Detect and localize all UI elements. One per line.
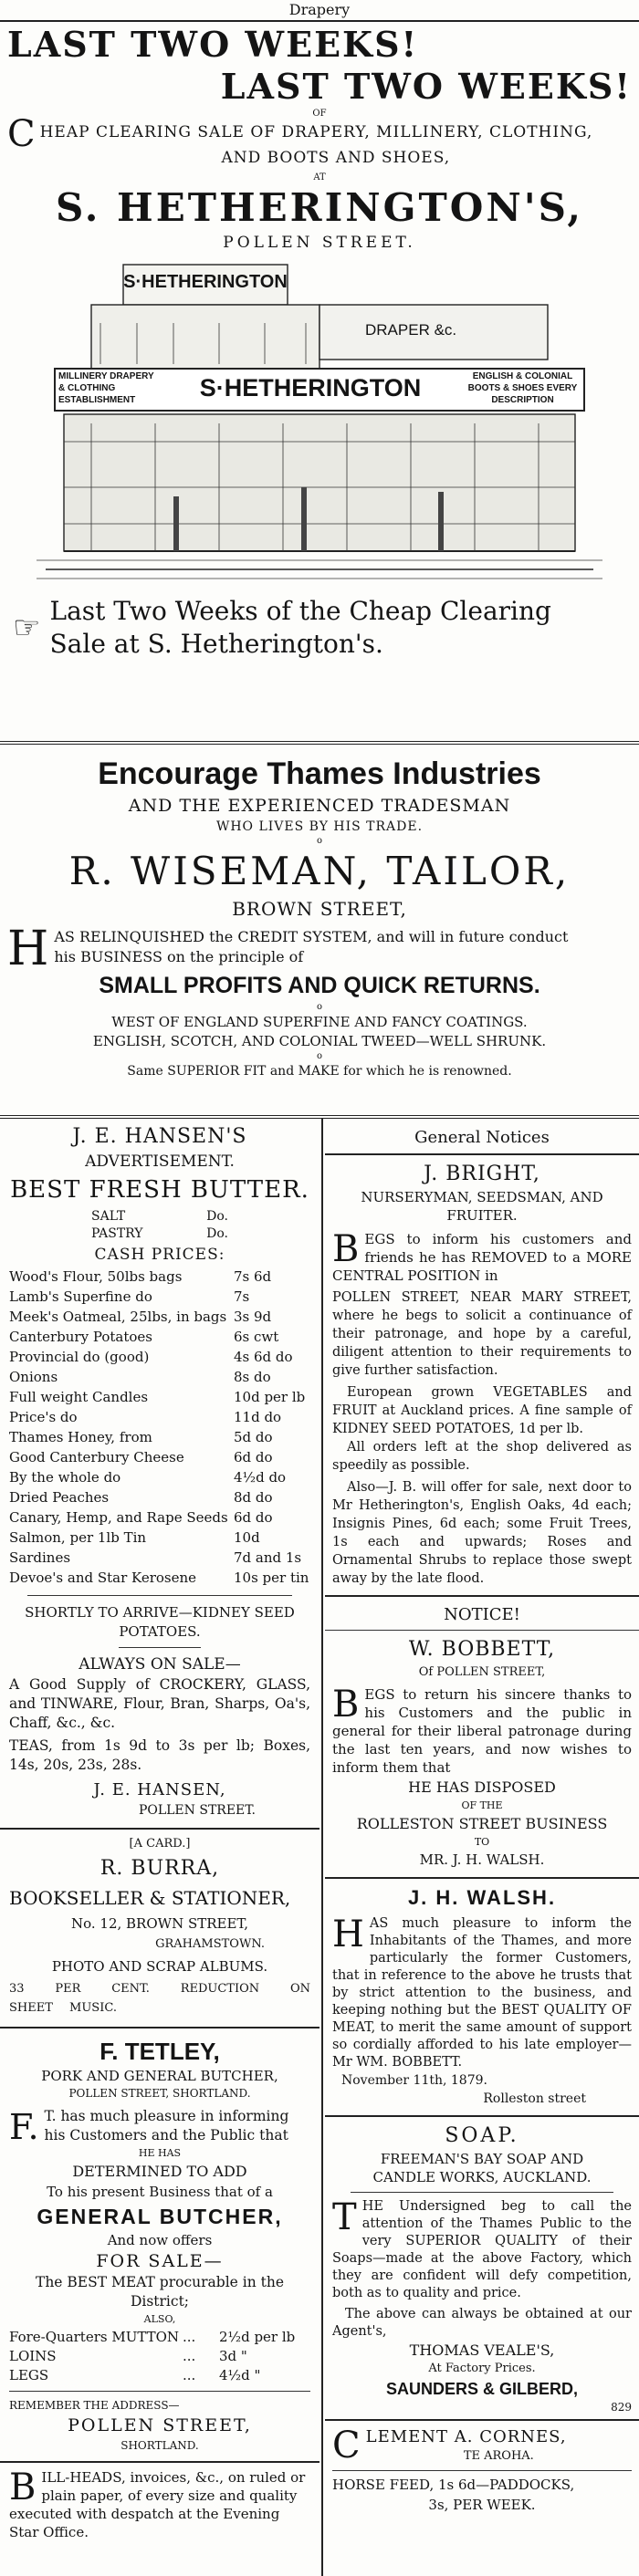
walsh-body xyxy=(332,1915,632,2071)
wiseman-street: BROWN STREET, xyxy=(232,898,407,920)
price-item: Sardines xyxy=(9,1549,71,1566)
bobbett-intro xyxy=(332,1685,632,1777)
pointing-hand-icon: ☞ xyxy=(13,610,41,646)
soap-firm: SAUNDERS & GILBERD, xyxy=(385,2380,578,2398)
pastry-label: PASTRY xyxy=(91,1226,143,1241)
wiseman-same: Same SUPERIOR FIT and MAKE for which he is renowned. xyxy=(127,1064,512,1079)
price-value: 8s do xyxy=(234,1369,271,1385)
price-item: By the whole do xyxy=(9,1469,121,1486)
ornament-3: o xyxy=(316,1051,323,1061)
price-item: Good Canterbury Cheese xyxy=(9,1449,184,1465)
he-has-disposed: HE HAS DISPOSED xyxy=(408,1778,556,1796)
walsh-street: Rolleston street xyxy=(483,2091,586,2106)
burra-reduction: 33 PER CENT. REDUCTION ON SHEET MUSIC. xyxy=(9,1982,310,2015)
cornes-horse: HORSE FEED, 1s 6d—PADDOCKS, xyxy=(332,2477,575,2493)
rolleston-business: ROLLESTON STREET BUSINESS xyxy=(356,1815,608,1832)
soap-title: SOAP. xyxy=(445,2124,519,2147)
tetley-trade: PORK AND GENERAL BUTCHER, xyxy=(41,2068,278,2084)
section-header xyxy=(0,0,639,22)
cornes-name: LEMENT A. CORNES, xyxy=(365,2427,567,2446)
wiseman-subhead-2: WHO LIVES BY HIS TRADE. xyxy=(215,819,424,834)
burra-name: R. BURRA, xyxy=(100,1857,220,1880)
meat-row xyxy=(9,2366,310,2385)
bright-trade: NURSERYMAN, SEEDSMAN, AND FRUITER. xyxy=(361,1189,603,1224)
storefront-engraving xyxy=(37,259,602,588)
tail-line-2: Sale at S. Hetherington's. xyxy=(49,629,383,659)
best-meat: The BEST MEAT procurable in the District; xyxy=(35,2274,284,2310)
hansen-name: J. E. HANSEN'S xyxy=(72,1125,247,1148)
sign-draper: DRAPER &c. xyxy=(365,321,457,339)
soap-factory-prices: At Factory Prices. xyxy=(428,2362,536,2375)
bright-advertisement xyxy=(332,1161,632,1588)
section-title: Drapery xyxy=(288,1,351,18)
price-item: Price's do xyxy=(9,1409,78,1425)
drop-cap-b-2: B xyxy=(332,1684,360,1726)
tail-line xyxy=(7,595,632,661)
mr-walsh: MR. J. H. WALSH. xyxy=(419,1851,545,1868)
burra-town: GRAHAMSTOWN. xyxy=(155,1937,265,1951)
determined: DETERMINED TO ADD xyxy=(72,2163,247,2180)
soap-body xyxy=(332,2198,632,2302)
price-item: Meek's Oatmeal, 25lbs, in bags xyxy=(9,1309,227,1325)
price-value: 11d do xyxy=(234,1409,282,1425)
meat-row xyxy=(9,2347,310,2366)
sign-top: S·HETHERINGTON xyxy=(123,272,288,292)
drop-cap-t: T xyxy=(332,2196,357,2238)
price-value: 4s 6d do xyxy=(234,1349,293,1365)
boots-line: AND BOOTS AND SHOES, xyxy=(221,149,451,167)
price-value: 6d do xyxy=(234,1509,273,1526)
hansen-sign-street: POLLEN STREET. xyxy=(138,1803,256,1818)
bright-p1: EGS to inform his customers and friends he has REMOVED to a MORE CENTRAL POSITION in xyxy=(332,1231,632,1284)
cornes-town: TE AROHA. xyxy=(463,2449,534,2463)
of-label: OF xyxy=(312,109,327,119)
price-item: Provincial do (good) xyxy=(9,1349,150,1365)
hansen-advertisement xyxy=(9,1122,310,1819)
wiseman-name: R. WISEMAN, TAILOR, xyxy=(68,849,571,893)
meat-list xyxy=(9,2328,310,2385)
tetley-intro-text: T. has much pleasure in informing his Customers and the Public that xyxy=(44,2108,289,2143)
tetley-advertisement xyxy=(9,2036,310,2454)
burra-albums: PHOTO AND SCRAP ALBUMS. xyxy=(51,1958,268,1975)
price-value: 7s 6d xyxy=(234,1268,272,1285)
price-item: Wood's Flour, 50lbs bags xyxy=(9,1268,183,1285)
bobbett-advertisement xyxy=(332,1602,632,1870)
billheads-advertisement xyxy=(9,2468,310,2541)
also-label: ALSO, xyxy=(143,2313,176,2325)
salt-label: SALT xyxy=(91,1209,126,1224)
price-item: Salmon, per 1lb Tin xyxy=(9,1529,147,1546)
walsh-date: November 11th, 1879. xyxy=(341,2073,487,2088)
tetley-street: POLLEN STREET, SHORTLAND. xyxy=(68,2087,251,2100)
drop-cap-c: C xyxy=(7,113,37,155)
meat-cell: 3d " xyxy=(219,2348,247,2364)
price-item: Onions xyxy=(9,1369,58,1385)
soap-works-2: CANDLE WORKS, AUCKLAND. xyxy=(372,2169,592,2185)
soap-p2: The above can always be obtained at our Agent's, xyxy=(332,2307,632,2339)
tetley-intro xyxy=(9,2107,310,2145)
hetherington-name: S. HETHERINGTON'S, xyxy=(55,185,584,230)
now-offers: And now offers xyxy=(107,2232,213,2248)
price-value: 10d per lb xyxy=(234,1389,306,1405)
bobbett-p1: EGS to return his sincere thanks to his Customers and the public in general for their liberal patronage during the last ten years, and now wishes to inform them that xyxy=(332,1686,632,1776)
walsh-advertisement xyxy=(332,1884,632,2108)
meat-cell: Fore-Quarters MUTTON xyxy=(9,2329,180,2345)
meat-row xyxy=(9,2328,310,2347)
he-has: HE HAS xyxy=(138,2147,182,2159)
wiseman-advertisement xyxy=(0,748,639,1113)
price-item: Dried Peaches xyxy=(9,1489,110,1506)
tetley-address: POLLEN STREET, xyxy=(68,2415,252,2435)
hansen-adv: ADVERTISEMENT. xyxy=(85,1152,235,1171)
sign-main: S·HETHERINGTON xyxy=(199,374,422,402)
column-divider xyxy=(321,1119,323,2576)
meat-cell: LOINS xyxy=(9,2348,57,2364)
ornament: o xyxy=(316,836,323,846)
butter-types xyxy=(9,1208,310,1243)
left-column xyxy=(0,1119,320,2576)
wiseman-subhead: AND THE EXPERIENCED TRADESMAN xyxy=(128,796,511,816)
price-value: 6d do xyxy=(234,1449,273,1465)
hansen-signature: J. E. HANSEN, xyxy=(93,1780,226,1799)
burra-card: [A CARD.] xyxy=(129,1837,191,1851)
bright-p4: All orders left at the shop delivered as speedily as possible. xyxy=(332,1440,632,1473)
wiseman-body xyxy=(7,922,632,976)
meat-cell: ... xyxy=(183,2348,196,2364)
drop-cap-b: B xyxy=(332,1228,360,1270)
present-business: To his present Business that of a xyxy=(47,2184,273,2200)
bright-intro xyxy=(332,1230,632,1285)
bright-p2: POLLEN STREET, NEAR MARY STREET, where he begs to solicit a continuance of their patronage, and hope by a careful, diligent attention to their requirements to give further satisfaction. xyxy=(332,1290,632,1378)
bright-p5: Also—J. B. will offer for sale, next door to Mr Hetherington's, English Oaks, 4d each; Insignis Pines, 6d each; some Fruit Trees, 1s each and upwards; Roses and Ornamental Shrubs to replace those swept away by the late flood. xyxy=(332,1480,632,1586)
cheap-text: HEAP CLEARING SALE OF DRAPERY, MILLINERY, CLOTHING, xyxy=(39,123,593,141)
always-on-sale: ALWAYS ON SALE— xyxy=(79,1655,241,1674)
sign-left: MILLINERY DRAPERY & CLOTHING ESTABLISHMENT xyxy=(58,371,154,405)
bobbett-of: Of POLLEN STREET, xyxy=(418,1665,546,1679)
wiseman-fabric-2: ENGLISH, SCOTCH, AND COLONIAL TWEED—WELL SHRUNK. xyxy=(92,1033,547,1049)
drop-cap-f: F. xyxy=(9,2107,39,2147)
general-notices-title: General Notices xyxy=(414,1128,550,1147)
walsh-p1: AS much pleasure to inform the Inhabitants of the Thames, and more particularly the former Customers, that in reference to the above he trusts that by strict attention to the business, and keeping nothing but the BEST QUALITY OF MEAT, to merit the same amount of support so cordially afforded to his late employer—Mr WM. BOBBETT. xyxy=(332,1916,632,2070)
cornes-advertisement xyxy=(332,2426,632,2515)
wiseman-slogan: SMALL PROFITS AND QUICK RETURNS. xyxy=(99,973,540,998)
price-value: 7d and 1s xyxy=(234,1549,302,1566)
price-list xyxy=(9,1267,310,1588)
price-item: Full weight Candles xyxy=(9,1389,149,1405)
ditto-2: Do. xyxy=(206,1226,228,1241)
hetherington-street: POLLEN STREET. xyxy=(223,234,416,252)
headline-line-2: LAST TWO WEEKS! xyxy=(220,66,632,107)
of-the: OF THE xyxy=(461,1799,503,1811)
price-value: 10s per tin xyxy=(234,1570,309,1586)
meat-cell: ... xyxy=(183,2329,196,2345)
drop-cap-b: B xyxy=(9,2466,37,2508)
cheap-line xyxy=(7,113,632,155)
burra-advertisement xyxy=(9,1835,310,2018)
wiseman-fabric-1: WEST OF ENGLAND SUPERFINE AND FANCY COATINGS. xyxy=(111,1014,528,1030)
price-item: Lamb's Superfine do xyxy=(9,1288,152,1305)
walsh-name: J. H. WALSH. xyxy=(407,1886,557,1909)
price-item: Canary, Hemp, and Rape Seeds xyxy=(9,1509,228,1526)
drop-cap-c-2: C xyxy=(332,2425,361,2466)
burra-address: No. 12, BROWN STREET, xyxy=(70,1915,249,1932)
wiseman-body-2: his BUSINESS on the principle of xyxy=(54,948,304,965)
soap-number: 829 xyxy=(611,2401,632,2414)
price-value: 5d do xyxy=(234,1429,273,1445)
wiseman-headline: Encourage Thames Industries xyxy=(98,756,541,791)
drop-cap-h: H xyxy=(7,922,49,976)
to-label: TO xyxy=(474,1836,490,1848)
meat-cell: 2½d per lb xyxy=(219,2329,296,2345)
cash-prices-heading: CASH PRICES: xyxy=(94,1246,225,1264)
sign-right: ENGLISH & COLONIAL BOOTS & SHOES EVERY DESCRIPTION xyxy=(467,371,578,405)
wiseman-body-1: AS RELINQUISHED the CREDIT SYSTEM, and will in future conduct xyxy=(54,928,569,945)
bright-name: J. BRIGHT, xyxy=(424,1163,540,1185)
price-value: 4½d do xyxy=(234,1469,287,1486)
price-value: 6s cwt xyxy=(234,1329,279,1345)
price-value: 10d xyxy=(234,1529,260,1546)
price-value: 7s xyxy=(234,1288,250,1305)
soap-p1: HE Undersigned beg to call the attention of the Thames Public to the very SUPERIOR QUALITY of their Soaps—made at the above Factory, which they are confident will defy competition, both as to quality and price. xyxy=(332,2199,632,2300)
price-item: Canterbury Potatoes xyxy=(9,1329,152,1345)
remember-address: REMEMBER THE ADDRESS— xyxy=(9,2399,180,2412)
ditto-1: Do. xyxy=(206,1209,228,1224)
drop-cap-h-2: H xyxy=(332,1914,364,1955)
teas-text: TEAS, from 1s 9d to 3s per lb; Boxes, 14s, 20s, 23s, 28s. xyxy=(9,1737,310,1773)
soap-advertisement xyxy=(332,2122,632,2414)
arrive-text: SHORTLY TO ARRIVE—KIDNEY SEED POTATOES. xyxy=(25,1604,295,1640)
general-butcher: GENERAL BUTCHER, xyxy=(37,2205,283,2228)
tetley-name: F. TETLEY, xyxy=(100,2038,220,2065)
crockery-text: A Good Supply of CROCKERY, GLASS, and TINWARE, Flour, Bran, Sharps, Oa's, Chaff, &c., &c. xyxy=(9,1676,310,1731)
bright-p3: European grown VEGETABLES and FRUIT at Auckland prices. A fine sample of KIDNEY SEED POTATOES, 1d per lb. xyxy=(332,1385,632,1436)
tail-line-1: Last Two Weeks of the Cheap Clearing xyxy=(49,596,551,626)
store-illustration xyxy=(37,259,602,588)
best-fresh-butter: BEST FRESH BUTTER. xyxy=(10,1176,309,1204)
price-value: 3s 9d xyxy=(234,1309,272,1325)
price-value: 8d do xyxy=(234,1489,273,1506)
tetley-shortland: SHORTLAND. xyxy=(120,2439,199,2452)
burra-trade: BOOKSELLER & STATIONER, xyxy=(9,1887,291,1909)
billheads-text: ILL-HEADS, invoices, &c., on ruled or plain paper, of every size and quality executed with despatch at the Evening Star Office. xyxy=(9,2469,306,2540)
at-label: AT xyxy=(313,172,326,183)
ornament-2: o xyxy=(316,1002,323,1012)
headline-line-1: LAST TWO WEEKS! xyxy=(7,24,419,65)
meat-cell: LEGS xyxy=(9,2367,49,2383)
notice-heading: NOTICE! xyxy=(444,1605,520,1624)
for-sale: FOR SALE— xyxy=(96,2251,224,2271)
bobbett-name: W. BOBBETT, xyxy=(408,1638,556,1661)
price-item: Thames Honey, from xyxy=(9,1429,152,1445)
meat-cell: ... xyxy=(183,2367,196,2383)
soap-works-1: FREEMAN'S BAY SOAP AND xyxy=(380,2151,584,2167)
price-item: Devoe's and Star Kerosene xyxy=(9,1570,197,1586)
hetherington-advertisement xyxy=(0,24,639,737)
meat-cell: 4½d " xyxy=(219,2367,261,2383)
soap-agent: THOMAS VEALE'S, xyxy=(409,2341,555,2359)
right-column xyxy=(325,1119,639,2576)
cornes-week: 3s, PER WEEK. xyxy=(428,2497,536,2513)
